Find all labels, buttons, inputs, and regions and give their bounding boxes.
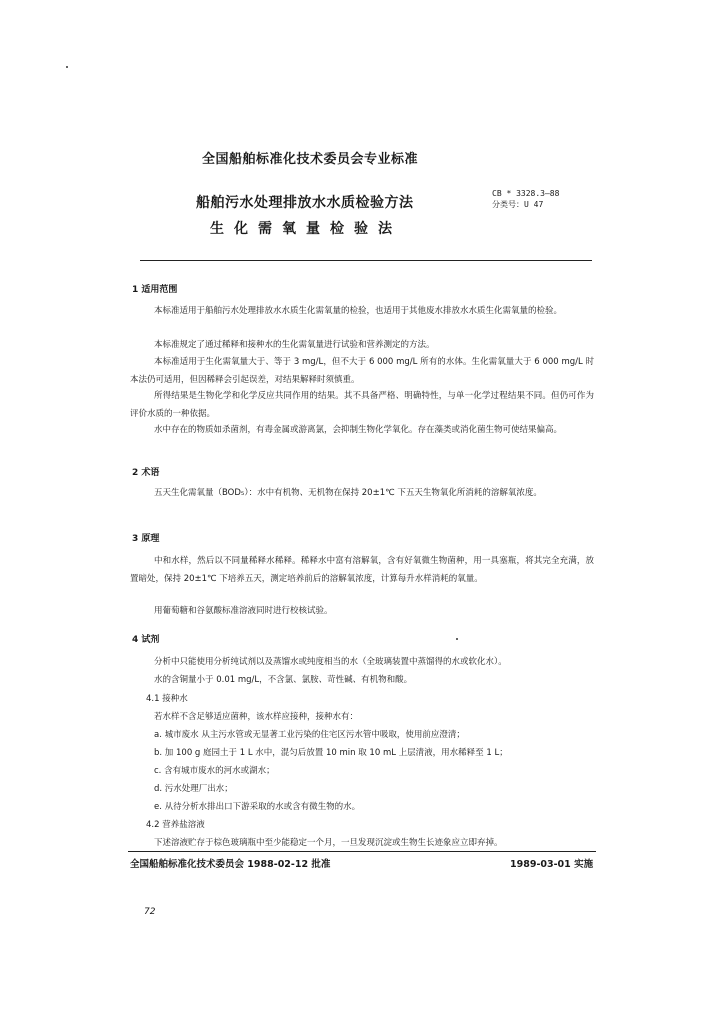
classification-code: 分类号：U 47 [492,200,544,209]
list-item: e. 从待分析水排出口下游采取的水或含有微生物的水。 [154,802,361,812]
scan-speck [456,638,458,640]
footer-divider [128,851,596,852]
header-divider [140,260,592,261]
paragraph: 水中存在的物质如杀菌剂，有毒金属或游离氯，会抑制生物化学氧化。存在藻类或消化菌生物可使结果偏高。 [154,425,563,435]
section-heading: 1 适用范围 [132,285,178,295]
section-heading: 2 术语 [132,468,160,478]
paragraph: 水的含铜量小于 0.01 mg/L，不含氯、氯胺、苛性碱、有机物和酸。 [154,675,413,685]
section-heading: 4 试剂 [132,635,160,645]
paragraph: 分析中只能使用分析纯试剂以及蒸馏水或纯度相当的水（全玻璃装置中蒸馏得的水或软化水）。 [154,657,507,667]
paragraph: 本标准规定了通过稀释和接种水的生化需氧量进行试验和营养测定的方法。 [154,340,435,350]
effective-date: 1989-03-01 实施 [510,859,594,870]
document-title: 船舶污水处理排放水水质检验方法 [196,195,414,211]
paragraph: 本标准适用于船舶污水处理排放水水质生化需氧量的检验，也适用于其他废水排放水水质生化需氧量的检验。 [154,306,563,316]
paragraph: 五天生化需氧量（BOD₅）：水中有机物、无机物在保持 20±1℃ 下五天生物氧化所消耗的溶解氧浓度。 [154,488,542,498]
document-subtitle: 生化需氧量检验法 [210,221,402,237]
approval-date: 全国船舶标准化技术委员会 1988-02-12 批准 [130,859,331,870]
section-heading: 3 原理 [132,534,160,544]
paragraph: 用葡萄糖和谷氨酸标准溶液同时进行校核试验。 [154,606,333,616]
paragraph: 若水样不含足够适应菌种，该水样应接种，接种水有： [154,712,359,722]
subsection-heading: 4.2 营养盐溶液 [146,820,205,830]
paragraph: 下述溶液贮存于棕色玻璃瓶中至少能稳定一个月，一旦发现沉淀或生物生长迹象应立即弃掉。 [154,838,503,848]
list-item: c. 含有城市废水的河水或湖水； [154,766,275,776]
list-item: a. 城市废水 从主污水管或无显著工业污染的住宅区污水管中吸取，使用前应澄清； [154,730,465,740]
list-item: d. 污水处理厂出水； [154,784,233,794]
subsection-heading: 4.1 接种水 [146,694,188,704]
standard-code: CB * 3328.3—88 [492,189,560,198]
paragraph: 中和水样，然后以不同量稀释水稀释。稀释水中富有溶解氧，含有好氧微生物菌种，用一具塞瓶，将其完全充满，放置暗处，保持 20±1℃ 下培养五天，测定培养前后的溶解氧浓度，计算每升水样消耗的氧量。 [130,556,594,584]
paragraph: 所得结果是生物化学和化学反应共同作用的结果。其不具备严格、明确特性，与单一化学过程结果不同。但仍可作为评价水质的一种依据。 [130,391,594,419]
list-item: b. 加 100 g 庭园土于 1 L 水中，混匀后放置 10 min 取 10 mL 上层清液，用水稀释至 1 L； [154,748,508,758]
paragraph: 本标准适用于生化需氧量大于、等于 3 mg/L，但不大于 6 000 mg/L 所有的水体。生化需氧量大于 6 000 mg/L 时本法仍可适用，但因稀释会引起误差，对结果解释时须慎重。 [130,357,594,385]
scan-speck [66,66,68,68]
page-number: 72 [144,907,156,917]
organization-title: 全国船舶标准化技术委员会专业标准 [202,152,419,167]
